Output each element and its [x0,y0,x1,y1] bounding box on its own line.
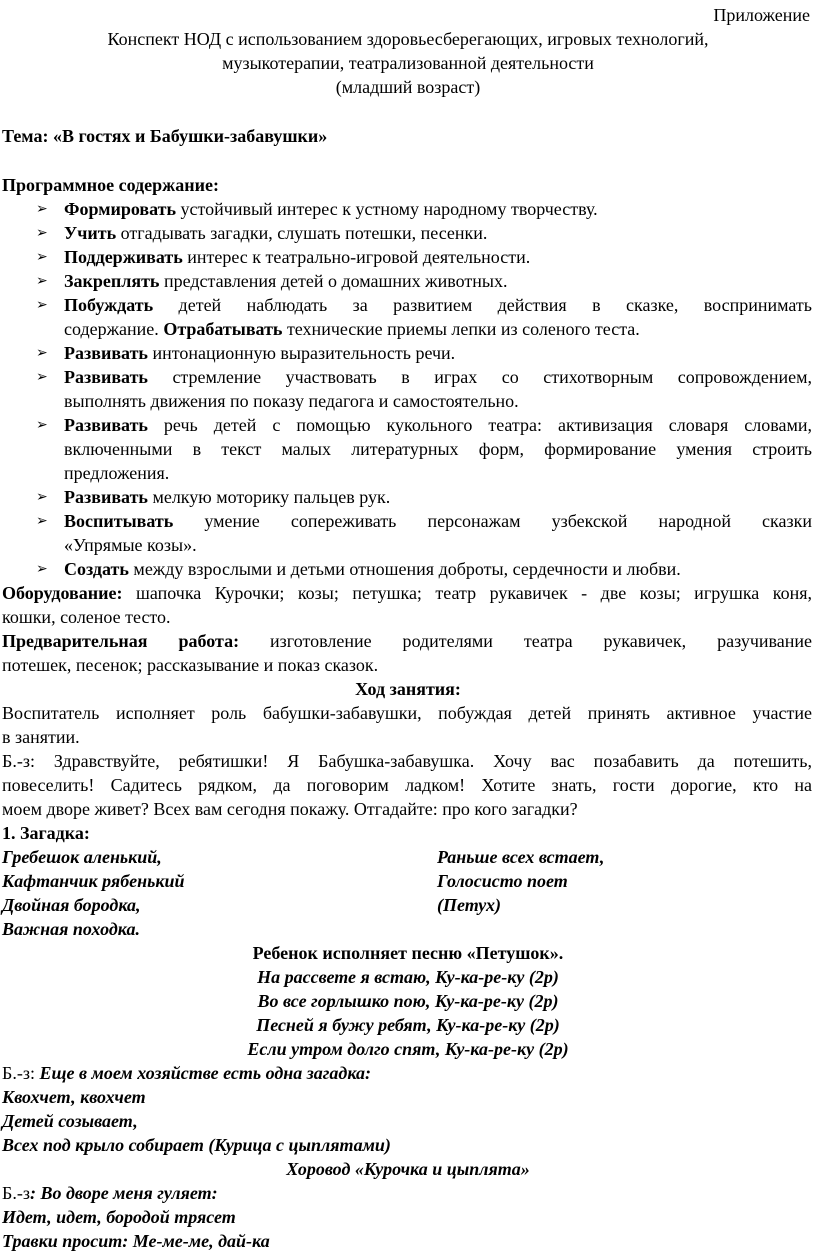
arrow-bullet-icon: ➢ [36,249,48,265]
riddle-3-intro: Б.-з: Во дворе меня гуляет: [2,1183,218,1203]
riddle-1-line: Важная походка. [2,919,140,939]
song-line: На рассвете я встаю, Ку-ка-ре-ку (2р) [257,967,559,987]
riddle-1-line: Кафтанчик рябенький [2,871,185,891]
arrow-bullet-icon: ➢ [36,369,48,385]
song-heading: Ребенок исполняет песню «Петушок». [252,943,564,963]
song-line: Во все горлышко пою, Ку-ка-ре-ку (2р) [257,991,559,1011]
title-line-3: (младший возраст) [335,77,481,97]
dance-heading: Хоровод «Курочка и цыплята» [286,1159,530,1179]
prep-paragraph: Предварительная работа: изготовление родителями театра рукавичек, разучивание [2,631,813,651]
riddle-1-answer: (Петух) [437,895,502,915]
grandma-speech: повеселить! Садитесь рядком, да поговорим ладком! Хотите знать, гости дорогие, кто на [2,775,812,795]
title-line-2: музыкотерапии, театрализованной деятельности [222,53,594,73]
list-item: Закреплять представления детей о домашних животных. [64,271,508,291]
equipment-continuation: кошки, соленое тесто. [2,607,171,627]
grandma-speech: Б.-з: Здравствуйте, ребятишки! Я Бабушка-забавушка. Хочу вас позабавить да потешить, [2,751,812,771]
list-item-continuation: содержание. Отрабатывать технические приемы лепки из соленого теста. [64,319,640,339]
riddle-1-label: 1. Загадка: [2,823,90,843]
arrow-bullet-icon: ➢ [36,225,48,241]
list-item: Поддерживать интерес к театрально-игровой деятельности. [64,247,531,267]
arrow-bullet-icon: ➢ [36,489,48,505]
list-item: Воспитывать умение сопереживать персонажам узбекской народной сказки [64,511,812,531]
song-line: Песней я бужу ребят, Ку-ка-ре-ку (2р) [256,1015,560,1035]
list-item-continuation: выполнять движения по показу педагога и самостоятельно. [64,391,519,411]
arrow-bullet-icon: ➢ [36,345,48,361]
riddle-2-line: Детей созывает, [2,1111,138,1131]
list-item: Развивать стремление участвовать в играх со стихотворным сопровождением, [64,367,812,387]
list-item: Побуждать детей наблюдать за развитием действия в сказке, воспринимать [64,295,812,315]
riddle-1-line: Двойная бородка, [2,895,141,915]
prep-continuation: потешек, песенок; рассказывание и показ сказок. [2,655,379,675]
arrow-bullet-icon: ➢ [36,201,48,217]
arrow-bullet-icon: ➢ [36,417,48,433]
grandma-speech: моем дворе живет? Всех вам сегодня покажу. Отгадайте: про кого загадки? [2,799,578,819]
riddle-1-line-right: Голосисто поет [437,871,568,891]
program-heading: Программное содержание: [2,175,219,195]
riddle-3-line: Травки просит: Ме-ме-ме, дай-ка [2,1231,270,1251]
list-item: Формировать устойчивый интерес к устному народному творчеству. [64,199,598,219]
list-item-continuation: включенными в текст малых литературных форм, формирование умения строить [64,439,812,459]
equipment-paragraph: Оборудование: шапочка Курочки; козы; петушка; театр рукавичек - две козы; игрушка коня, [2,583,812,603]
arrow-bullet-icon: ➢ [36,513,48,529]
title-line-1: Конспект НОД с использованием здоровьесберегающих, игровых технологий, [107,29,709,49]
lesson-heading: Ход занятия: [355,679,461,699]
lesson-intro: Воспитатель исполняет роль бабушки-забавушки, побуждая детей принять активное участие [2,703,812,723]
song-line: Если утром долго спят, Ку-ка-ре-ку (2р) [247,1039,569,1059]
appendix-label: Приложение [713,5,810,25]
list-item: Создать между взрослыми и детьми отношения доброты, сердечности и любви. [64,559,681,579]
riddle-2-line: Всех под крыло собирает (Курица с цыплятами) [2,1135,391,1155]
theme-heading: Тема: «В гостях и Бабушки-забавушки» [2,126,328,146]
arrow-bullet-icon: ➢ [36,273,48,289]
riddle-2-intro: Б.-з: Еще в моем хозяйстве есть одна загадка: [2,1063,372,1083]
list-item: Развивать мелкую моторику пальцев рук. [64,487,391,507]
arrow-bullet-icon: ➢ [36,561,48,577]
riddle-1-line: Гребешок аленький, [2,847,162,867]
list-item: Учить отгадывать загадки, слушать потешки, песенки. [64,223,488,243]
list-item: Развивать речь детей с помощью кукольного театра: активизация словаря словами, [64,415,812,435]
riddle-3-line: Идет, идет, бородой трясет [2,1207,236,1227]
lesson-intro-continuation: в занятии. [2,727,80,747]
list-item-continuation: предложения. [64,463,170,483]
list-item: Развивать интонационную выразительность речи. [64,343,456,363]
riddle-1-line-right: Раньше всех встает, [437,847,605,867]
riddle-2-line: Квохчет, квохчет [2,1087,146,1107]
arrow-bullet-icon: ➢ [36,297,48,313]
list-item-continuation: «Упрямые козы». [64,535,197,555]
